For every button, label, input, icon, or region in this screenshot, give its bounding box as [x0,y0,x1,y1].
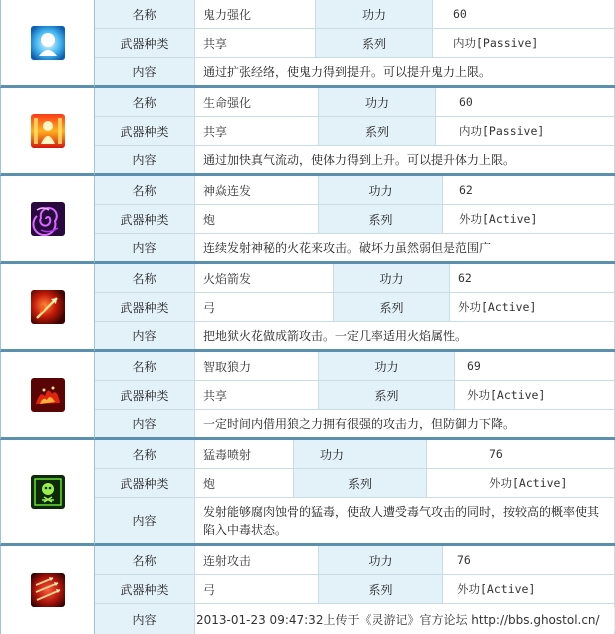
skill-content: 通过加快真气流动，使体力得到上升。可以提升体力上限。 [195,146,615,173]
name-label: 名称 [95,0,195,28]
skill-icon-cell [0,546,95,634]
skill-icon-cell [0,264,95,352]
power-label: 功力 [319,546,443,574]
skill-power: 76 [427,440,615,468]
multi-arrow-icon [31,573,65,607]
weapon-label: 武器种类 [95,575,195,603]
skill-weapon: 共享 [195,117,319,145]
skill-series: 内功[Passive] [433,29,615,57]
power-label: 功力 [319,88,436,116]
skill-power: 60 [436,88,615,116]
skill-block [0,352,615,440]
skill-content: 一定时间内借用狼之力拥有很强的攻击力，但防御力下降。 [195,410,615,437]
series-label: 系列 [294,469,427,497]
power-label: 功力 [319,176,443,204]
series-label: 系列 [319,205,443,233]
series-label: 系列 [334,293,450,321]
content-label: 内容 [95,234,195,261]
skill-name: 神焱连发 [195,176,319,204]
skill-content: 连续发射神秘的火花来攻击。破坏力虽然弱但是范围广 [195,234,615,261]
skill-weapon: 炮 [195,469,294,497]
poison-skull-icon [31,475,65,509]
name-label: 名称 [95,546,195,574]
skill-icon-cell [0,440,95,546]
purple-spiral-icon [31,202,65,236]
skill-weapon: 弓 [195,293,334,321]
skill-icon-cell [0,0,95,88]
skill-content: 发射能够腐肉蚀骨的猛毒，使敌人遭受毒气攻击的同时，按较高的概率使其陷入中毒状态。 [195,498,615,543]
weapon-label: 武器种类 [95,117,195,145]
skill-content: 把地狱火花做成箭攻击。一定几率适用火焰属性。 [195,322,615,349]
skill-series: 外功[Active] [455,381,615,409]
skill-weapon: 共享 [195,381,319,409]
skill-icon-cell [0,176,95,264]
weapon-label: 武器种类 [95,29,195,57]
weapon-label: 武器种类 [95,381,195,409]
series-label: 系列 [316,29,433,57]
power-label: 功力 [334,264,450,292]
weapon-label: 武器种类 [95,205,195,233]
weapon-label: 武器种类 [95,469,195,497]
skill-name: 智取狼力 [195,352,319,380]
skill-name: 鬼力强化 [195,0,316,28]
name-label: 名称 [95,440,195,468]
name-label: 名称 [95,88,195,116]
content-label: 内容 [95,58,195,85]
content-label: 内容 [95,604,195,634]
skill-block [0,264,615,352]
ghost-head-icon [31,26,65,60]
content-label: 内容 [95,410,195,437]
skill-weapon: 弓 [195,575,319,603]
skill-power: 62 [443,176,615,204]
skill-power: 76 [443,546,615,574]
power-label: 功力 [294,440,427,468]
skill-series: 外功[Active] [443,205,615,233]
content-label: 内容 [95,146,195,173]
upload-watermark: 2013-01-23 09:47:32上传于《灵游记》官方论坛 http://bbs.ghostol.cn/ [196,607,615,631]
skill-series: 内功[Passive] [436,117,615,145]
skill-name: 连射攻击 [195,546,319,574]
power-label: 功力 [319,352,455,380]
wolf-fire-icon [31,378,65,412]
skill-name: 猛毒喷射 [195,440,294,468]
power-label: 功力 [316,0,433,28]
skill-block [0,0,615,88]
name-label: 名称 [95,264,195,292]
skill-power: 69 [455,352,615,380]
series-label: 系列 [319,117,436,145]
skill-icon-cell [0,88,95,176]
skill-block [0,176,615,264]
name-label: 名称 [95,176,195,204]
skill-power: 62 [450,264,615,292]
skill-name: 生命强化 [195,88,319,116]
skill-series: 外功[Active] [450,293,615,321]
skill-power: 60 [433,0,615,28]
skill-block [0,440,615,546]
flame-figure-icon [31,114,65,148]
name-label: 名称 [95,352,195,380]
skill-name: 火焰箭发 [195,264,334,292]
content-label: 内容 [95,322,195,349]
skill-icon-cell [0,352,95,440]
content-label: 内容 [95,498,195,543]
fire-arrow-icon [31,290,65,324]
skill-weapon: 炮 [195,205,319,233]
skill-content: 通过扩张经络，使鬼力得到提升。可以提升鬼力上限。 [195,58,615,85]
skill-series: 外功[Active] [443,575,615,603]
skill-block [0,88,615,176]
skill-weapon: 共享 [195,29,316,57]
series-label: 系列 [319,381,455,409]
weapon-label: 武器种类 [95,293,195,321]
skill-series: 外功[Active] [427,469,615,497]
series-label: 系列 [319,575,443,603]
